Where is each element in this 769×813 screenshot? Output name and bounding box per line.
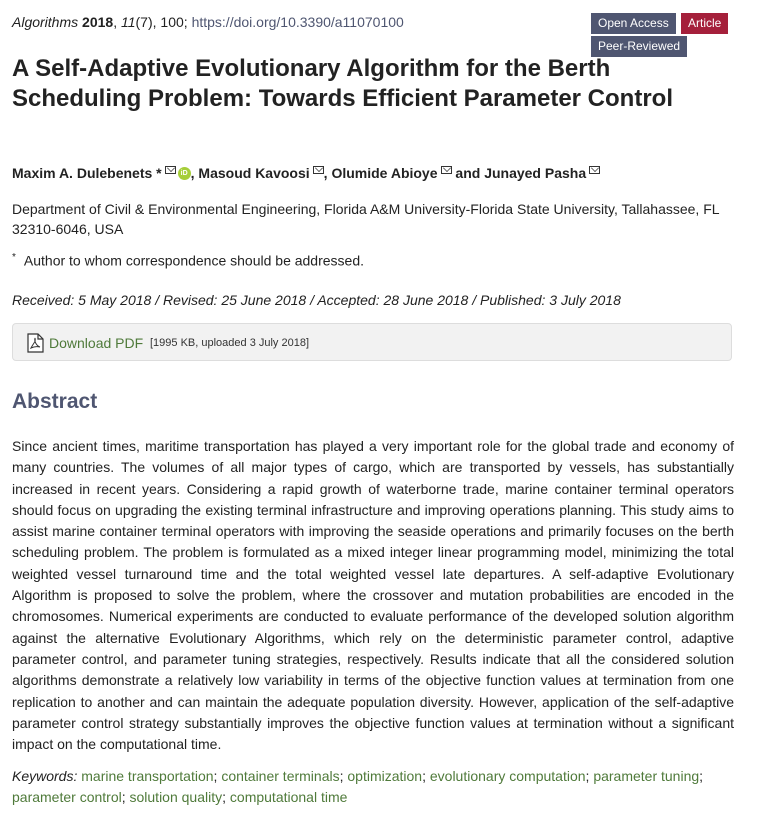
author-list [12,165,600,181]
keyword-link[interactable]: solution quality [129,789,223,806]
citation-volume: 11 [120,14,136,30]
peer-reviewed-badge[interactable]: Peer-Reviewed [591,36,687,57]
keywords-label: Keywords: [12,768,78,784]
keywords: Keywords: marine transportation; container terminals; optimization; evolutionary computation; parameter tuning; parameter control; solution quality; computational time [12,768,704,806]
citation-article-no: , 100; [152,14,192,30]
download-box [12,323,732,361]
article-title: A Self-Adaptive Evolutionary Algorithm for the Berth Scheduling Problem: Towards Efficient Parameter Control [12,55,673,112]
mail-icon[interactable] [441,166,452,174]
keyword-link[interactable]: container terminals [221,768,340,784]
journal-name: Algorithms [12,14,79,30]
keyword-link[interactable]: computational time [229,789,348,806]
download-pdf-link[interactable]: Download PDF [49,335,144,351]
citation-line: Algorithms 2018, 11(7), 100; https://doi.org/10.3390/a11070100 [12,14,404,30]
author-separator: , [323,165,332,181]
author-separator: and [451,165,485,181]
article-type-badge[interactable]: Article [681,13,728,34]
pdf-meta: [1995 KB, uploaded 3 July 2018] [150,337,310,349]
correspondence-note [12,252,364,269]
abstract-text: Since ancient times, maritime transportation has played a very important role for the global trade and economy of many countries. The volumes of all major types of cargo, which are transported by vessels, has substantially increased in recent years. Considering a rapid growth of waterborne trade, marine container terminal operators should focus on upgrading the existing terminal infrastructure and improving operations planning. This study aims to assist marine container terminal operators with improving the seaside operations and primarily focuses on the berth scheduling problem. The problem is formulated as a mixed integer linear programming model, minimizing the total weighted vessel turnaround time and the total weighted vessel late departures. A self-adaptive Evolutionary Algorithm is proposed to solve the problem, where the crossover and mutation probabilities are encoded in the chromosomes. Numerical experiments are conducted to evaluate performance of the developed solution algorithm against the alternative Evolutionary Algorithms, which rely on the deterministic parameter control, adaptive parameter control, and parameter tuning strategies, respectively. Results indicate that all the considered solution algorithms demonstrate a relatively low variability in terms of the objective function values at termination from one replication to another and can maintain the adequate population diversity. However, application of the self-adaptive parameter control strategy substantially improves the objective function values at termination without a significant impact on the computational time. [12,438,734,753]
citation-year: 2018 [82,14,114,30]
citation-issue: (7) [135,14,153,30]
doi-link[interactable]: https://doi.org/10.3390/a11070100 [191,14,404,30]
correspondence-marker: * [12,252,16,263]
pdf-icon[interactable] [27,333,44,353]
mail-icon[interactable] [165,166,176,174]
author-name[interactable]: Masoud Kavoosi [198,165,310,181]
publication-dates: Received: 5 May 2018 / Revised: 25 June 2018 / Accepted: 28 June 2018 / Published: 3 July 2018 [12,292,621,308]
affiliation: Department of Civil & Environmental Engineering, Florida A&M University-Florida State University, Tallahassee, FL 32310-6046, USA [12,201,720,237]
keyword-link[interactable]: marine transportation [81,768,214,784]
mail-icon[interactable] [313,166,324,174]
mail-icon[interactable] [589,166,600,174]
open-access-badge[interactable]: Open Access [591,13,676,34]
correspondence-text: Author to whom correspondence should be addressed. [23,252,365,269]
author-name[interactable]: Junayed Pasha [484,165,587,181]
keyword-link[interactable]: parameter control [12,789,122,806]
author-name[interactable]: Olumide Abioye [331,165,438,181]
corresponding-marker: * [152,165,162,181]
abstract-heading: Abstract [12,390,98,413]
author-separator: , [190,165,199,181]
keyword-link[interactable]: parameter tuning [593,768,700,784]
keyword-link[interactable]: evolutionary computation [429,768,586,784]
author-name[interactable]: Maxim A. Dulebenets [12,165,153,181]
orcid-icon[interactable]: iD [178,167,191,180]
keyword-link[interactable]: optimization [347,768,423,784]
